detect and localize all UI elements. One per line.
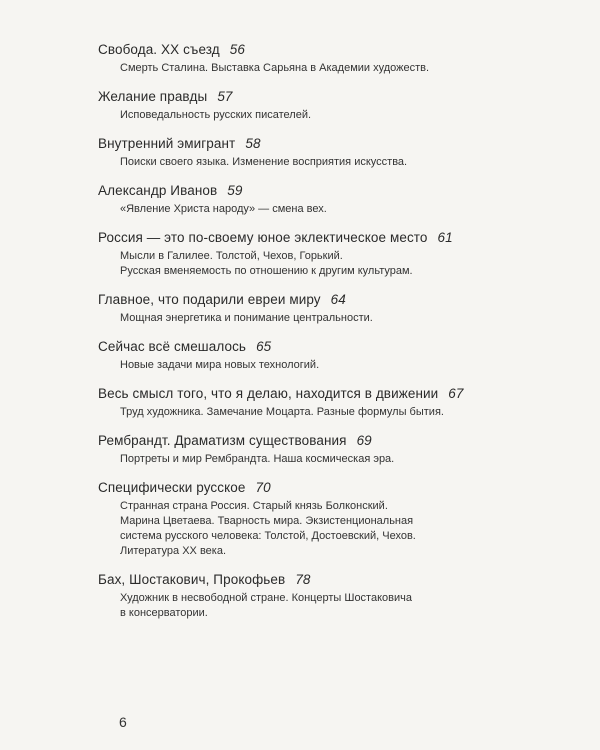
toc-entry-title: Свобода. XX съезд — [98, 42, 220, 57]
toc-entry-page: 56 — [229, 42, 245, 57]
toc-entry-page: 69 — [356, 433, 372, 448]
toc-entry — [98, 384, 568, 420]
toc-entry-desc-line: Смерть Сталина. Выставка Сарьяна в Академии художеств. — [120, 62, 430, 74]
toc-entry-title: Сейчас всё смешалось — [98, 339, 247, 354]
toc-entry — [98, 87, 568, 123]
toc-entry-desc-line: Мысли в Галилее. Толстой, Чехов, Горький. — [120, 250, 343, 262]
toc-entry-heading — [98, 228, 568, 247]
toc-entry-title: Желание правды — [98, 89, 208, 104]
toc-entry-title: Россия — это по-своему юное эклектическое место — [98, 230, 428, 245]
toc-entry-page: 65 — [256, 339, 272, 354]
toc-entry-description — [120, 591, 568, 621]
toc-entry-desc-line: Исповедальность русских писателей. — [120, 109, 312, 121]
toc-entry-title: Александр Иванов — [98, 183, 218, 198]
toc-entry — [98, 228, 568, 279]
toc-entry-heading — [98, 431, 568, 450]
toc-entry-heading — [98, 290, 568, 309]
toc-entry — [98, 40, 568, 76]
toc-entry — [98, 570, 568, 621]
toc-entry-description — [120, 358, 568, 373]
toc-entry-desc-line: в консерватории. — [120, 607, 208, 619]
toc-entry-heading — [98, 570, 568, 589]
toc-entry-heading — [98, 384, 568, 403]
toc-entry-page: 70 — [255, 480, 271, 495]
toc-entry-description — [120, 249, 568, 279]
toc-entry-description — [120, 108, 568, 123]
toc-entry-description — [120, 405, 568, 420]
toc-entry-page: 67 — [448, 386, 464, 401]
toc-entry-title: Бах, Шостакович, Прокофьев — [98, 572, 286, 587]
toc-entry-description — [120, 499, 568, 559]
toc-entry-page: 57 — [217, 89, 233, 104]
toc-entry-heading — [98, 87, 568, 106]
toc-entry-heading — [98, 337, 568, 356]
toc-entry — [98, 431, 568, 467]
page-number: 6 — [119, 714, 127, 730]
toc-entry-desc-line: система русского человека: Толстой, Достоевский, Чехов. — [120, 530, 416, 542]
toc-entry-desc-line: Новые задачи мира новых технологий. — [120, 359, 320, 371]
toc-entry — [98, 181, 568, 217]
toc-entry-desc-line: Марина Цветаева. Тварность мира. Экзистенциональная — [120, 515, 414, 527]
toc-entry-heading — [98, 40, 568, 59]
toc-entry-heading — [98, 478, 568, 497]
toc-entry-page: 78 — [295, 572, 311, 587]
toc-entry-page: 64 — [330, 292, 346, 307]
toc-entry-heading — [98, 181, 568, 200]
toc-entry — [98, 134, 568, 170]
toc-entry-desc-line: Русская вменяемость по отношению к другим культурам. — [120, 265, 413, 277]
table-of-contents — [98, 40, 568, 632]
toc-entry-title: Весь смысл того, что я делаю, находится в движении — [98, 386, 439, 401]
toc-entry-title: Специфически русское — [98, 480, 246, 495]
toc-entry-title: Внутренний эмигрант — [98, 136, 236, 151]
toc-entry-desc-line: Портреты и мир Рембрандта. Наша космическая эра. — [120, 453, 395, 465]
toc-entry-title: Главное, что подарили евреи миру — [98, 292, 321, 307]
toc-entry-desc-line: Странная страна Россия. Старый князь Болконский. — [120, 500, 388, 512]
toc-entry-description — [120, 202, 568, 217]
toc-entry-desc-line: Художник в несвободной стране. Концерты Шостаковича — [120, 592, 412, 604]
toc-entry-page: 58 — [245, 136, 261, 151]
toc-entry-description — [120, 61, 568, 76]
toc-entry-description — [120, 155, 568, 170]
toc-entry-title: Рембрандт. Драматизм существования — [98, 433, 347, 448]
toc-entry — [98, 337, 568, 373]
toc-entry-description — [120, 311, 568, 326]
toc-entry-page: 61 — [437, 230, 453, 245]
toc-entry-desc-line: Литература XX века. — [120, 545, 227, 557]
toc-entry-desc-line: «Явление Христа народу» — смена вех. — [120, 203, 327, 215]
toc-entry-heading — [98, 134, 568, 153]
toc-entry-desc-line: Труд художника. Замечание Моцарта. Разные формулы бытия. — [120, 406, 444, 418]
toc-entry-desc-line: Поиски своего языка. Изменение восприятия искусства. — [120, 156, 408, 168]
toc-entry-description — [120, 452, 568, 467]
toc-entry — [98, 478, 568, 559]
toc-entry-desc-line: Мощная энергетика и понимание центральности. — [120, 312, 373, 324]
toc-entry — [98, 290, 568, 326]
toc-entry-page: 59 — [227, 183, 243, 198]
